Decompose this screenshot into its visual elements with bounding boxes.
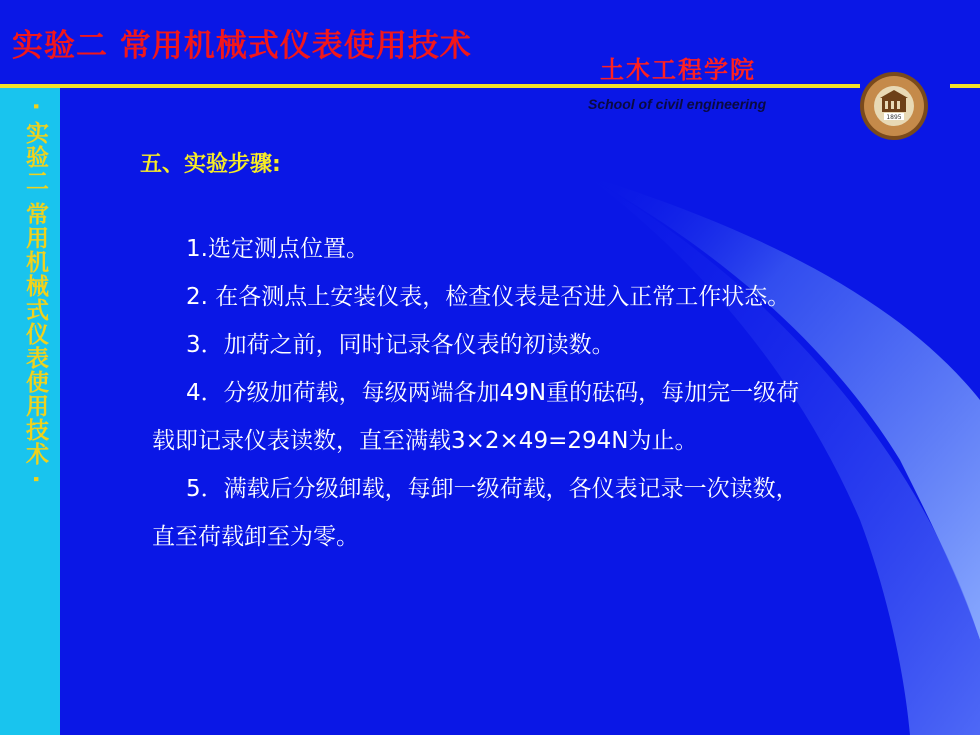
school-name-cn: 土木工程学院: [600, 56, 756, 84]
sidebar-title: · 实验二 常用机械式仪表使用技术 ·: [22, 102, 48, 485]
step-line: 3．加荷之前，同时记录各仪表的初读数。: [186, 332, 615, 358]
step-line: 5．满载后分级卸载，每卸一级荷载，各仪表记录一次读数，: [186, 476, 799, 502]
header-divider: [0, 84, 860, 88]
step-line: 2. 在各测点上安装仪表，检查仪表是否进入正常工作状态。: [186, 284, 791, 310]
step-line: 1.选定测点位置。: [186, 236, 369, 262]
steps-body: [152, 225, 922, 561]
step-line: 4．分级加荷载，每级两端各加49N重的砝码，每加完一级荷: [186, 380, 800, 406]
logo-year: 1895: [886, 114, 902, 121]
university-seal-icon: [858, 70, 930, 142]
header-divider-right: [950, 84, 980, 88]
step-line: 直至荷载卸至为零。: [152, 524, 359, 550]
school-name-en: School of civil engineering: [588, 96, 767, 112]
step-line: 载即记录仪表读数，直至满载3×2×49=294N为止。: [152, 428, 698, 454]
slide-title: 实验二 常用机械式仪表使用技术: [12, 28, 472, 64]
section-heading: 五、实验步骤:: [140, 152, 281, 177]
